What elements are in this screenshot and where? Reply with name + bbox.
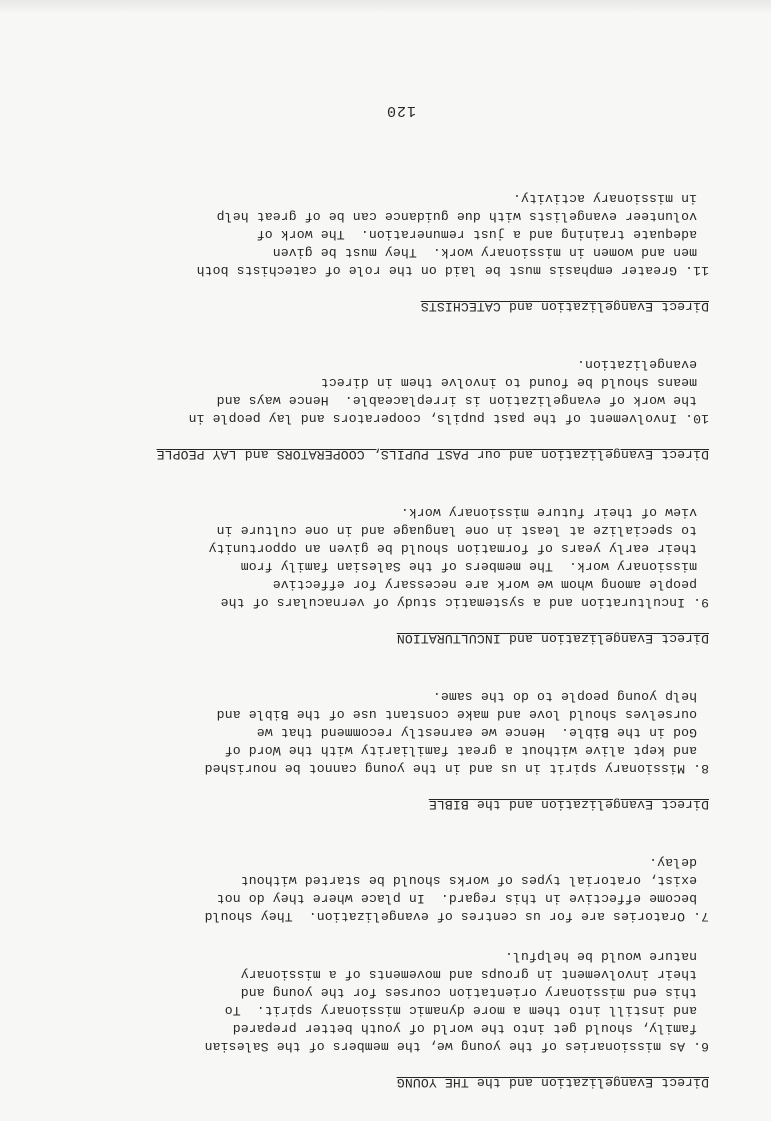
text-line: this end missionary orientation courses for the young and	[240, 985, 697, 1000]
section-heading-young: Direct Evangelization and the THE YOUNG	[396, 1075, 709, 1090]
paragraph-8	[49, 687, 709, 777]
paragraph-9	[49, 503, 709, 611]
text-line: missionary work. The members of the Salesian family from	[240, 559, 697, 574]
page-body	[49, 189, 709, 1091]
section-catechists	[49, 189, 709, 315]
text-line: 11. Greater emphasis must be laid on the role of catechists both	[196, 263, 709, 278]
text-line: help young people to do the same.	[432, 689, 697, 704]
text-line: to specialize at least in one language and in one culture in	[216, 523, 697, 538]
text-line: the work of evangelization is irreplaceable. Hence ways and	[216, 393, 697, 408]
text-line: their early years of formation should be given an opportunity	[208, 541, 697, 556]
page-number: 120	[385, 102, 416, 119]
text-line: exist, oratorial types of works should be started without	[240, 873, 697, 888]
paragraph-6	[49, 947, 709, 1055]
page-edge-shadow	[0, 0, 771, 14]
text-line: means should be found to involve them in direct	[320, 375, 697, 390]
text-line: become effective in this regard. In place where they do not	[216, 891, 697, 906]
text-line: and kept alive without a great familiarity with the Word of	[224, 743, 697, 758]
section-bible	[49, 687, 709, 813]
paragraph-11	[49, 189, 709, 279]
text-line: family, should get into the world of youth better prepared	[232, 1021, 697, 1036]
text-line: their involvement in groups and movements of a missionary	[240, 967, 697, 982]
text-line: volunteer evangelists with due guidance can be of great help	[216, 209, 697, 224]
text-line: God in the Bible. Hence we earnestly recommend that we	[256, 725, 697, 740]
paragraph-7	[49, 853, 709, 925]
section-young	[49, 853, 709, 1091]
text-line: 10. Involvement of the past pupils, cooperators and lay people in	[188, 411, 709, 426]
text-line: evangelization.	[576, 357, 697, 372]
text-line: view of their future missionary work.	[400, 505, 697, 520]
text-line: 6. As missionaries of the young we, the members of the Salesian	[204, 1039, 709, 1054]
section-inculturation	[49, 503, 709, 647]
section-heading-catechists: Direct Evangelization and CATECHISTS	[420, 299, 709, 314]
text-line: men and women in missionary work. They must be given	[272, 245, 697, 260]
text-line: adequate training and a just remuneration. The work of	[256, 227, 697, 242]
text-line: 7. Oratories are for us centres of evangelization. They should	[204, 909, 709, 924]
section-heading-past-pupils: Direct Evangelization and our PAST PUPILS, COOPERATORS and LAY PEOPLE	[156, 447, 709, 462]
paragraph-10	[49, 355, 709, 427]
section-past-pupils	[49, 355, 709, 463]
text-line: and instill into them a more dynamic missionary spirit. To	[224, 1003, 697, 1018]
text-line: nature would be helpful.	[504, 949, 697, 964]
text-line: 8. Missionary spirit in us and in the young cannot be nourished	[204, 761, 709, 776]
section-heading-inculturation: Direct Evangelization and INCULTURATION	[396, 631, 709, 646]
text-line: people among whom we work are necessary for effective	[272, 577, 697, 592]
section-heading-bible: Direct Evangelization and the BIBLE	[428, 797, 709, 812]
text-line: delay.	[648, 855, 697, 870]
text-line: 9. Inculturation and a systematic study of vernaculars of the	[220, 595, 709, 610]
text-line: in missionary activity.	[512, 191, 697, 206]
text-line: ourselves should love and make constant use of the Bible and	[216, 707, 697, 722]
